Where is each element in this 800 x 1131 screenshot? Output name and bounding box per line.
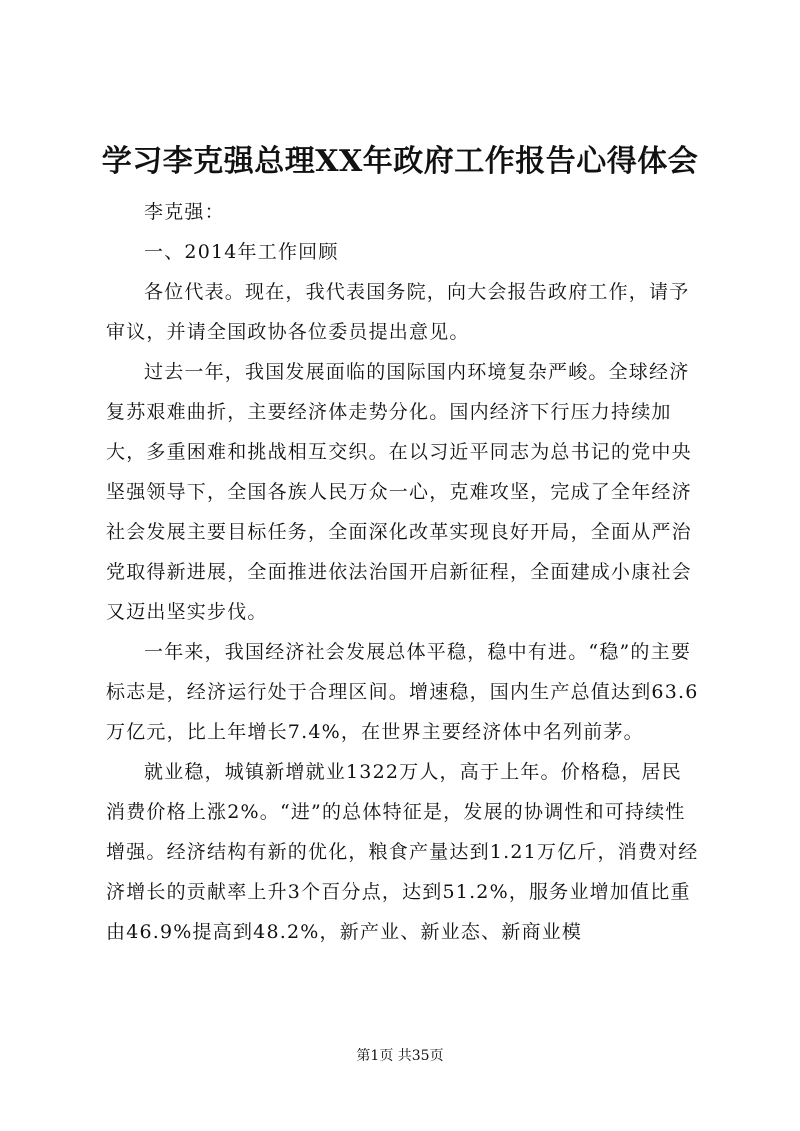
- document-title: 学习李克强总理XX年政府工作报告心得体会: [101, 144, 699, 179]
- body-paragraph: 过去一年，我国发展面临的国际国内环境复杂严峻。全球经济复苏艰难曲折，主要经济体走势分化。国内经济下行压力持续加大，多重困难和挑战相互交织。在以习近平同志为总书记的党中央坚强领导下，全国各族人民万众一心，克难攻坚，完成了全年经济社会发展主要目标任务，全面深化改革实现良好开局，全面从严治党取得新进展，全面推进依法治国开启新征程，全面建成小康社会又迈出坚实步伐。: [106, 361, 692, 623]
- body-paragraph: 就业稳，城镇新增就业1322万人，高于上年。价格稳，居民消费价格上涨2%。“进”的总体特征是，发展的协调性和可持续性增强。经济结构有新的优化，粮食产量达到1.21万亿斤，消费对经济增长的贡献率上升3个百分点，达到51.2%，服务业增加值比重由46.9%提高到48.2%，新产业、新业态、新商业模: [106, 761, 699, 943]
- salutation-paragraph: 李克强：: [144, 201, 225, 223]
- body-paragraph: 各位代表。现在，我代表国务院，向大会报告政府工作，请予审议，并请全国政协各位委员提出意见。: [106, 281, 690, 343]
- section-heading: 一、2014年工作回顾: [144, 241, 339, 263]
- document-body: [106, 192, 702, 952]
- body-paragraph: 一年来，我国经济社会发展总体平稳，稳中有进。“稳”的主要标志是，经济运行处于合理区间。增速稳，国内生产总值达到63.6万亿元，比上年增长7.4%，在世界主要经济体中名列前茅。: [106, 641, 699, 743]
- page-number-footer: 第1页 共35页: [356, 1048, 444, 1064]
